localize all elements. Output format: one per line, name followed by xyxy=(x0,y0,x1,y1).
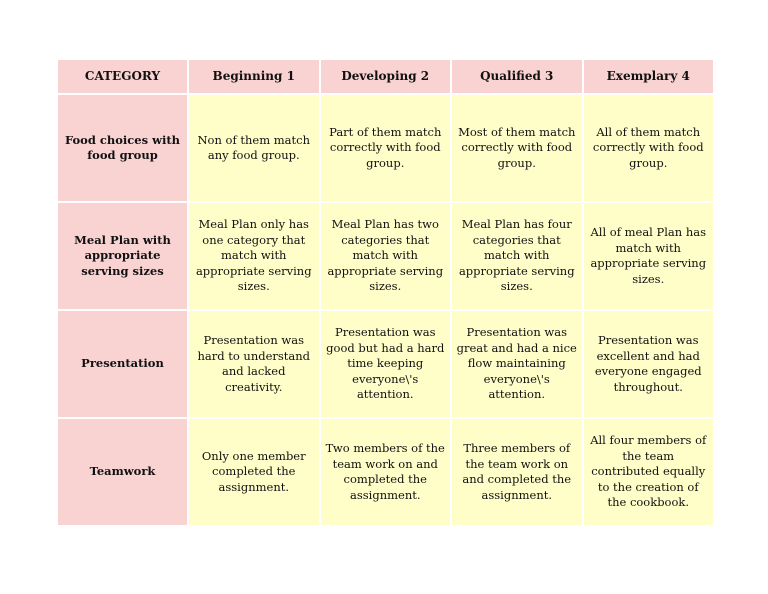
table-cell: Three members of the team work on and completed the assignment. xyxy=(451,418,583,526)
row-category: Food choices with food group xyxy=(57,94,188,202)
rubric-table xyxy=(56,58,715,527)
table-cell: Only one member completed the assignment. xyxy=(188,418,320,526)
table-cell: All four members of the team contributed equally to the creation of the cookbook. xyxy=(583,418,715,526)
row-category: Meal Plan with appropriate serving sizes xyxy=(57,202,188,310)
table-cell: All of them match correctly with food group. xyxy=(583,94,715,202)
row-category: Presentation xyxy=(57,310,188,418)
table-cell: Presentation was great and had a nice flow maintaining everyone\'s attention. xyxy=(451,310,583,418)
table-cell: Meal Plan has four categories that match with appropriate serving sizes. xyxy=(451,202,583,310)
table-cell: All of meal Plan has match with appropriate serving sizes. xyxy=(583,202,715,310)
table-cell: Non of them match any food group. xyxy=(188,94,320,202)
header-developing: Developing 2 xyxy=(320,59,452,94)
row-category: Teamwork xyxy=(57,418,188,526)
table-row xyxy=(57,202,714,310)
table-cell: Meal Plan only has one category that match with appropriate serving sizes. xyxy=(188,202,320,310)
header-row xyxy=(57,59,714,94)
table-cell: Presentation was excellent and had everyone engaged throughout. xyxy=(583,310,715,418)
table-row xyxy=(57,94,714,202)
header-beginning: Beginning 1 xyxy=(188,59,320,94)
table-row xyxy=(57,310,714,418)
header-category: CATEGORY xyxy=(57,59,188,94)
table-cell: Most of them match correctly with food group. xyxy=(451,94,583,202)
table-cell: Presentation was hard to understand and lacked creativity. xyxy=(188,310,320,418)
table-cell: Meal Plan has two categories that match with appropriate serving sizes. xyxy=(320,202,452,310)
header-exemplary: Exemplary 4 xyxy=(583,59,715,94)
table-cell: Part of them match correctly with food group. xyxy=(320,94,452,202)
table-cell: Presentation was good but had a hard time keeping everyone\'s attention. xyxy=(320,310,452,418)
table-cell: Two members of the team work on and completed the assignment. xyxy=(320,418,452,526)
table-row xyxy=(57,418,714,526)
header-qualified: Qualified 3 xyxy=(451,59,583,94)
